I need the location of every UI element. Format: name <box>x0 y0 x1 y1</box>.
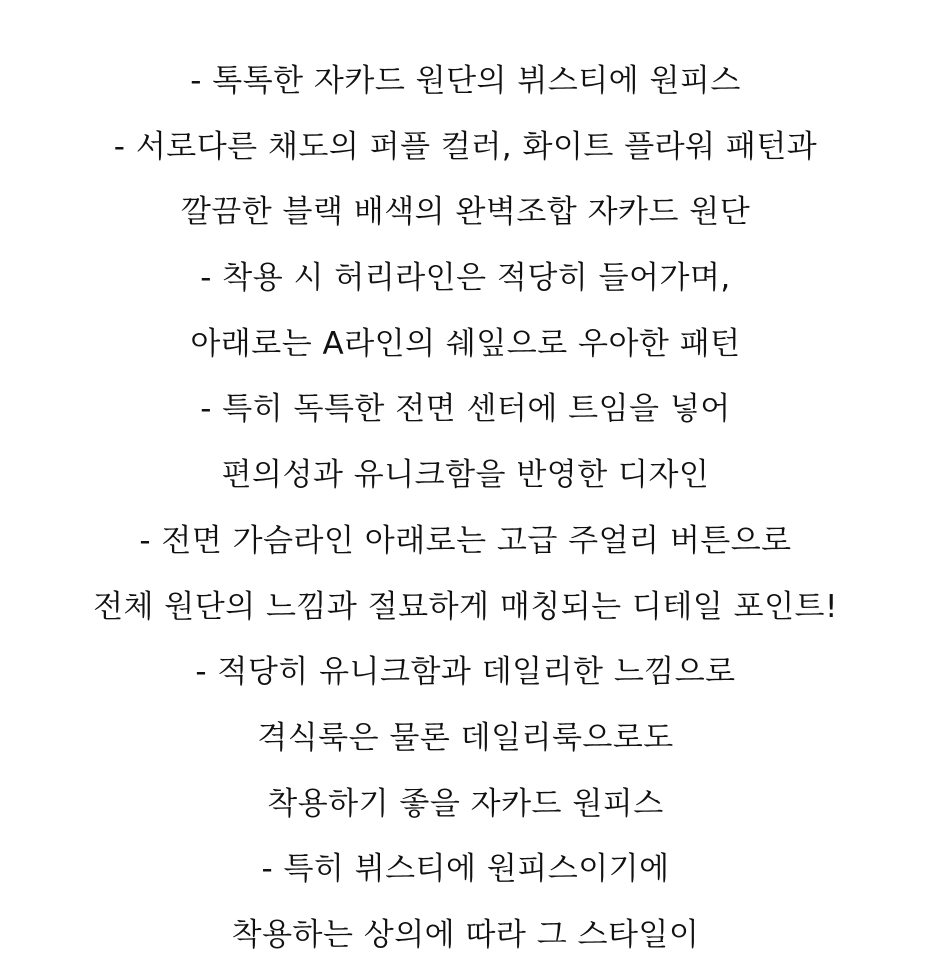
description-line: 격식룩은 물론 데일리룩으로도 <box>257 719 674 756</box>
description-text-block <box>0 52 931 972</box>
description-line: - 전면 가슴라인 아래로는 고급 주얼리 버튼으로 <box>139 522 792 559</box>
description-line: 전체 원단의 느낌과 절묘하게 매칭되는 디테일 포인트! <box>93 588 838 625</box>
description-line: - 서로다른 채도의 퍼플 컬러, 화이트 플라워 패턴과 <box>113 128 818 165</box>
description-line: - 특히 뷔스티에 원피스이기에 <box>261 851 670 888</box>
description-line: 아래로는 A라인의 쉐잎으로 우아한 패턴 <box>190 325 741 362</box>
description-line: 편의성과 유니크함을 반영한 디자인 <box>221 457 710 494</box>
description-line: - 톡톡한 자카드 원단의 뷔스티에 원피스 <box>190 63 741 99</box>
description-line: 깔끔한 블랙 배색의 완벽조합 자카드 원단 <box>180 194 751 231</box>
description-line: - 착용 시 허리라인은 적당히 들어가며, <box>200 260 731 297</box>
description-line: - 특히 독특한 전면 센터에 트임을 넣어 <box>200 391 731 428</box>
description-line: 착용하는 상의에 따라 그 스타일이 <box>231 916 700 953</box>
description-line: - 적당히 유니크함과 데일리한 느낌으로 <box>195 654 736 691</box>
description-line: 착용하기 좋을 자카드 원피스 <box>267 785 664 822</box>
